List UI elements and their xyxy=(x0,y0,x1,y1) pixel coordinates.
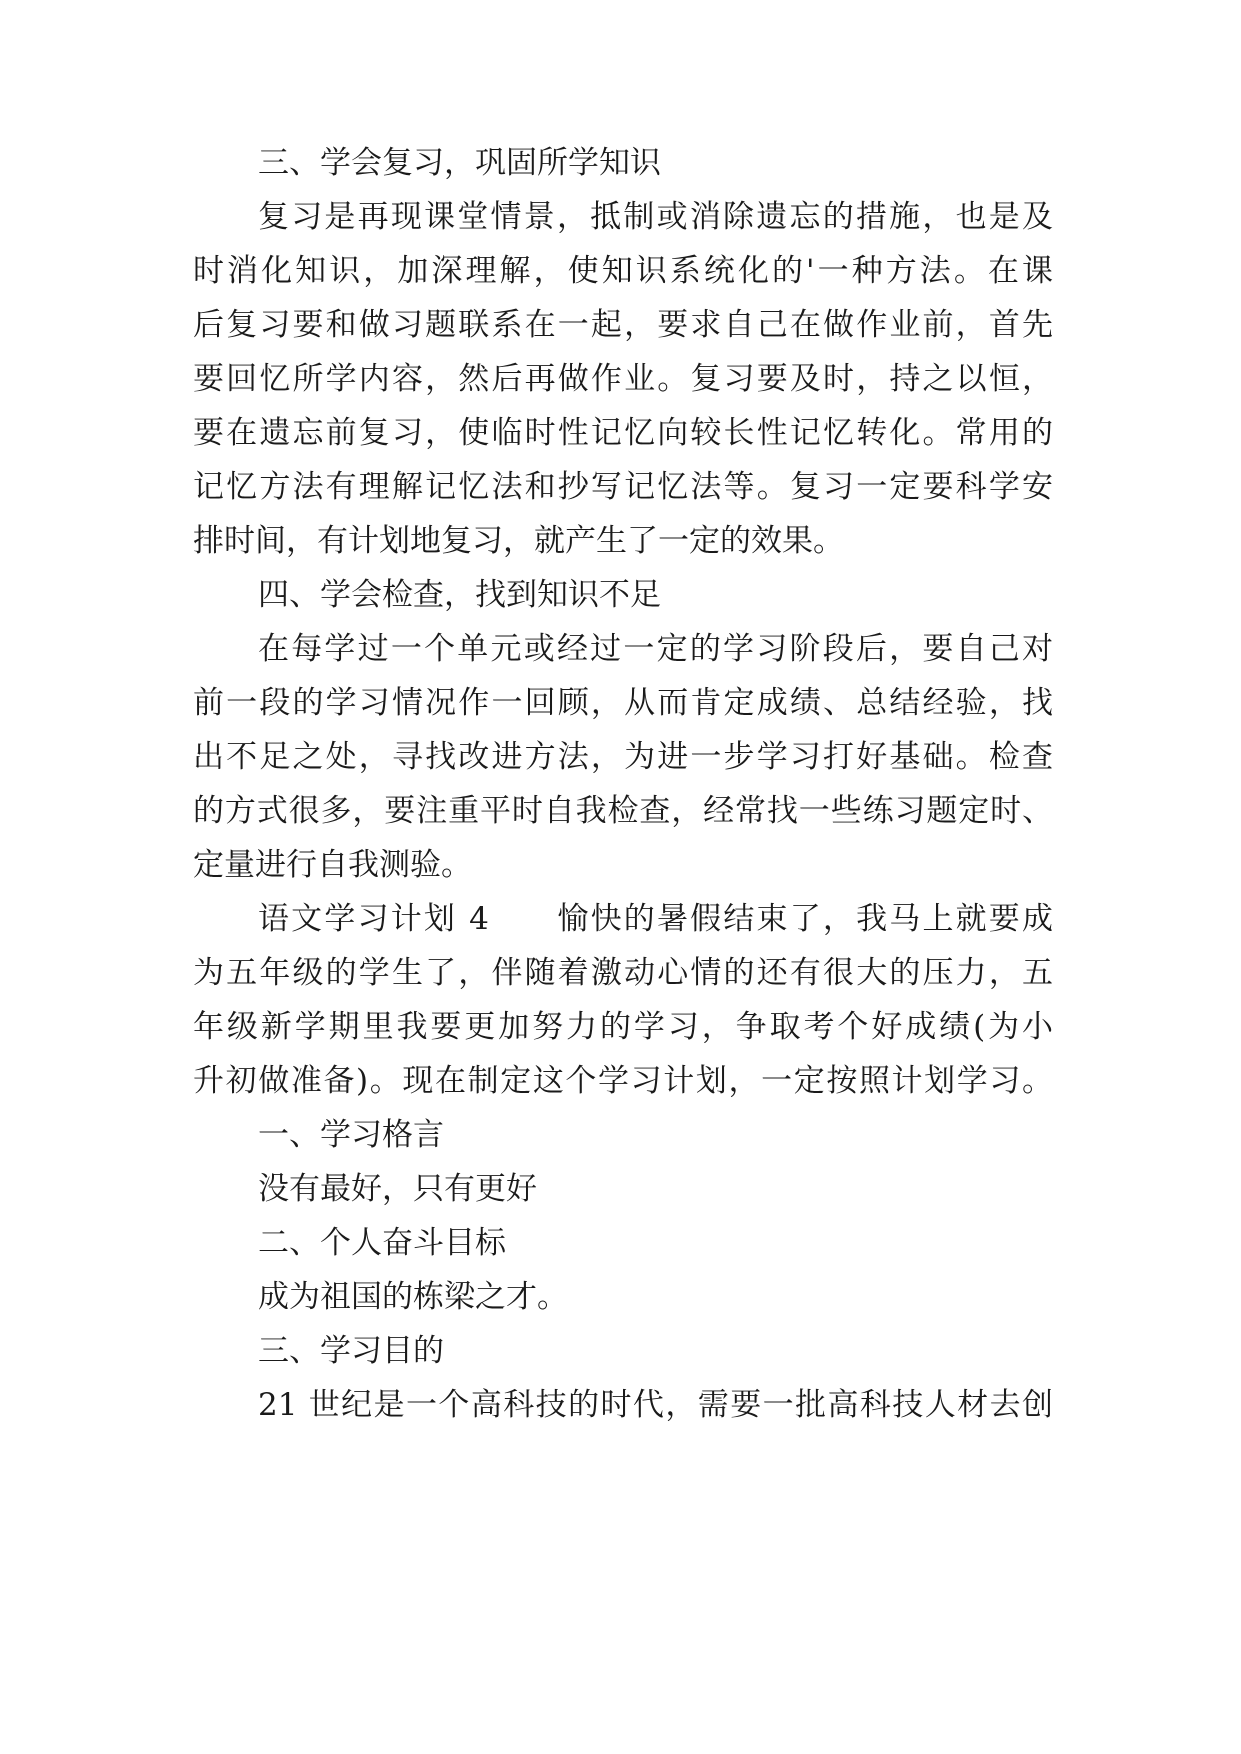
paragraph-line: 定量进行自我测验。 xyxy=(193,847,472,883)
paragraph-line: 时消化知识，加深理解，使知识系统化的'一种方法。在课 xyxy=(193,253,1053,289)
paragraph-line: 的方式很多，要注重平时自我检查，经常找一些练习题定时、 xyxy=(193,793,1053,829)
paragraph-line: 在每学过一个单元或经过一定的学习阶段后，要自己对 xyxy=(258,631,1053,667)
paragraph-line: 要回忆所学内容，然后再做作业。复习要及时，持之以恒， xyxy=(193,361,1053,397)
paragraph-line: 21 世纪是一个高科技的时代，需要一批高科技人材去创 xyxy=(258,1387,1053,1423)
paragraph-line: 记忆方法有理解记忆法和抄写记忆法等。复习一定要科学安 xyxy=(193,469,1053,505)
paragraph-line: 后复习要和做习题联系在一起，要求自己在做作业前，首先 xyxy=(193,307,1053,343)
section-heading-check: 四、学会检查，找到知识不足 xyxy=(258,577,661,613)
section-heading-purpose: 三、学习目的 xyxy=(258,1333,444,1369)
paragraph-line: 年级新学期里我要更加努力的学习，争取考个好成绩(为小 xyxy=(193,1009,1053,1045)
paragraph-line: 为五年级的学生了，伴随着激动心情的还有很大的压力，五 xyxy=(193,955,1053,991)
paragraph-line: 要在遗忘前复习，使临时性记忆向较长性记忆转化。常用的 xyxy=(193,415,1053,451)
section-heading-motto: 一、学习格言 xyxy=(258,1117,444,1153)
paragraph-line: 前一段的学习情况作一回顾，从而肯定成绩、总结经验，找 xyxy=(193,685,1053,721)
section-heading-review: 三、学会复习，巩固所学知识 xyxy=(258,145,661,181)
motto-text: 没有最好，只有更好 xyxy=(258,1171,537,1207)
paragraph-line: 升初做准备)。现在制定这个学习计划，一定按照计划学习。 xyxy=(193,1063,1053,1099)
goal-text: 成为祖国的栋梁之才。 xyxy=(258,1279,568,1315)
paragraph-line: 出不足之处，寻找改进方法，为进一步学习打好基础。检查 xyxy=(193,739,1053,775)
paragraph-line: 排时间，有计划地复习，就产生了一定的效果。 xyxy=(193,523,844,559)
paragraph-line: 复习是再现课堂情景，抵制或消除遗忘的措施，也是及 xyxy=(258,199,1053,235)
plan-title-line: 语文学习计划 4 愉快的暑假结束了，我马上就要成 xyxy=(258,901,1053,937)
section-heading-goal: 二、个人奋斗目标 xyxy=(258,1225,506,1261)
